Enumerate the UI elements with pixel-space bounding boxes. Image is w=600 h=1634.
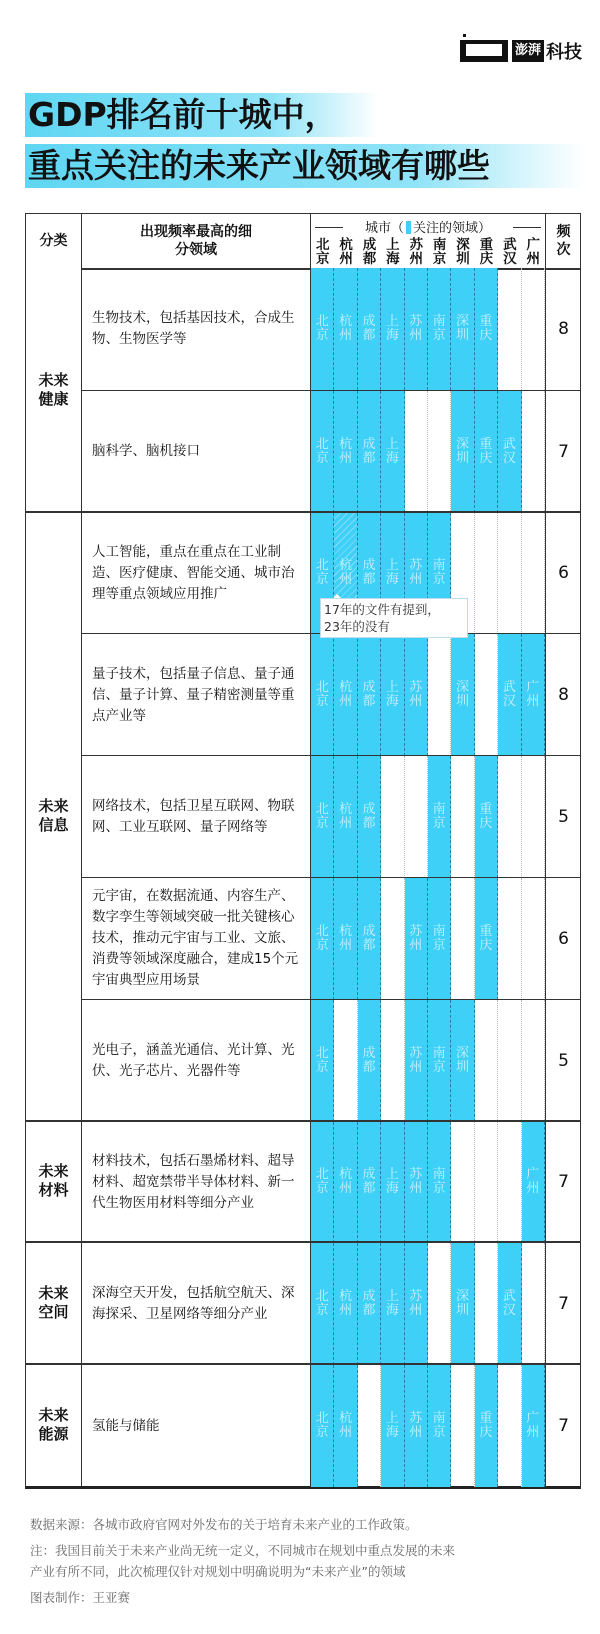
city-cell-4 (405, 756, 428, 878)
city-cell-8 (498, 756, 521, 878)
city-cell-5 (428, 634, 451, 756)
footer-note-2: 产业有所不同，此次梳理仅针对规划中明确说明为“未来产业”的领域 (30, 1564, 406, 1579)
city-cell-9 (522, 391, 545, 513)
row-desc: 氢能与储能 (82, 1365, 311, 1487)
row-freq: 6 (545, 513, 581, 635)
city-header-5: 南京 (432, 237, 447, 267)
row-city-cells (311, 634, 545, 756)
city-legend (311, 217, 545, 236)
city-cell-2: 成都 (358, 513, 381, 635)
city-name-list (311, 238, 545, 266)
row-city-cells (311, 756, 545, 878)
city-cell-1: 杭州 (334, 756, 357, 878)
city-cell-3: 上海 (381, 1365, 404, 1487)
city-cell-5: 南京 (428, 1365, 451, 1487)
city-cell-4: 苏州 (405, 878, 428, 1000)
city-header-1: 杭州 (339, 237, 353, 267)
city-cell-0: 北京 (311, 1365, 334, 1487)
city-cell-1 (334, 1000, 357, 1122)
city-cell-1: 杭州 (334, 268, 357, 390)
row-city-cells (311, 878, 545, 1000)
city-cell-7 (475, 1000, 498, 1122)
category-divider (26, 1120, 580, 1122)
legend-cities-label: 城市（ (364, 221, 404, 236)
category-divider (26, 1241, 580, 1243)
category-label: 未来健康 (26, 268, 82, 512)
city-cell-4: 苏州 (405, 1243, 428, 1365)
city-cell-2: 成都 (358, 268, 381, 390)
city-cell-7: 重庆 (475, 1365, 498, 1487)
header-desc (82, 214, 311, 268)
row-desc: 光电子，涵盖光通信、光计算、光伏、光子芯片、光器件等 (82, 1000, 311, 1122)
header-cities (311, 214, 545, 268)
header-category: 分类 (26, 214, 82, 268)
city-header-2: 成都 (362, 237, 377, 267)
city-cell-3 (381, 878, 404, 1000)
city-cell-9 (522, 756, 545, 878)
row-city-cells (311, 1122, 545, 1244)
city-cell-6: 深圳 (451, 1000, 474, 1122)
row-desc: 量子技术，包括量子信息、量子通信、量子计算、量子精密测量等重点产业等 (82, 634, 311, 756)
city-cell-0: 北京 (311, 878, 334, 1000)
city-cell-7: 重庆 (475, 878, 498, 1000)
city-cell-2: 成都 (358, 391, 381, 513)
city-cell-0: 北京 (311, 268, 334, 390)
city-cell-3: 上海 (381, 1243, 404, 1365)
category-divider (26, 511, 580, 513)
city-cell-9: 广州 (522, 1122, 545, 1244)
city-cell-5: 南京 (428, 1122, 451, 1244)
city-cell-7 (475, 634, 498, 756)
category-label: 未来能源 (26, 1364, 82, 1486)
city-cell-5: 南京 (428, 878, 451, 1000)
row-desc: 元宇宙，在数据流通、内容生产、数字孪生等领域突破一批关键核心技术，推动元宇宙与工业、文旅、消费等领域深度融合，建成15个元宇宙典型应用场景 (82, 878, 311, 1000)
logo-brand: 澎湃 (512, 40, 544, 62)
row-freq: 7 (545, 1122, 581, 1244)
table-row (26, 390, 580, 513)
city-cell-0: 北京 (311, 1000, 334, 1122)
city-cell-8 (498, 1122, 521, 1244)
city-header-9: 广州 (526, 237, 540, 267)
city-cell-2: 成都 (358, 878, 381, 1000)
category-label: 未来信息 (26, 512, 82, 1121)
table-row (26, 633, 580, 756)
city-cell-0: 北京 (311, 756, 334, 878)
city-cell-8 (498, 1365, 521, 1487)
city-cell-5: 南京 (428, 1000, 451, 1122)
city-cell-2 (358, 1365, 381, 1487)
city-cell-4 (405, 391, 428, 513)
row-city-cells (311, 1000, 545, 1122)
city-cell-7 (475, 1243, 498, 1365)
city-header-6: 深圳 (456, 237, 470, 267)
city-cell-8 (498, 268, 521, 390)
city-cell-1: 杭州 (334, 391, 357, 513)
hangzhou-ai-tooltip (320, 598, 468, 638)
row-desc: 材料技术，包括石墨烯材料、超导材料、超宽禁带半导体材料、新一代生物医用材料等细分产业 (82, 1122, 311, 1244)
city-cell-2: 成都 (358, 756, 381, 878)
city-cell-7 (475, 513, 498, 635)
city-header-8: 武汉 (503, 237, 517, 267)
row-freq: 7 (545, 1243, 581, 1365)
table-row (26, 1242, 580, 1365)
future-industry-table (25, 213, 581, 1489)
city-cell-0: 北京 (311, 1243, 334, 1365)
city-cell-0: 北京 (311, 513, 334, 635)
table-header (26, 214, 580, 270)
city-cell-8 (498, 513, 521, 635)
row-city-cells (311, 1243, 545, 1365)
city-header-7: 重庆 (479, 237, 494, 267)
city-cell-4: 苏州 (405, 513, 428, 635)
city-cell-6: 深圳 (451, 1243, 474, 1365)
city-cell-5 (428, 391, 451, 513)
row-city-cells (311, 391, 545, 513)
row-freq: 5 (545, 1000, 581, 1122)
city-cell-4: 苏州 (405, 1365, 428, 1487)
city-cell-9 (522, 1243, 545, 1365)
row-freq: 6 (545, 878, 581, 1000)
city-cell-6 (451, 1122, 474, 1244)
legend-focus-label: 关注的领域） (413, 221, 492, 236)
city-header-4: 苏州 (409, 237, 423, 267)
logo-sub: 科技 (546, 42, 583, 63)
city-cell-3 (381, 756, 404, 878)
city-cell-6 (451, 878, 474, 1000)
table-row (26, 1121, 580, 1244)
city-cell-1: 杭州 (334, 634, 357, 756)
table-row (26, 512, 580, 635)
logo (460, 38, 582, 64)
city-cell-1: 杭州 (334, 1365, 357, 1487)
city-cell-8: 武汉 (498, 1243, 521, 1365)
city-header-3: 上海 (386, 237, 400, 267)
city-cell-4: 苏州 (405, 634, 428, 756)
table-row (26, 268, 580, 390)
table-row (26, 755, 580, 878)
city-cell-7: 重庆 (475, 268, 498, 390)
city-cell-9 (522, 513, 545, 635)
city-cell-1: 杭州 (334, 1122, 357, 1244)
row-city-cells (311, 268, 545, 390)
city-cell-6: 深圳 (451, 634, 474, 756)
category-label: 未来空间 (26, 1242, 82, 1364)
city-cell-8: 武汉 (498, 634, 521, 756)
city-cell-9: 广州 (522, 1365, 545, 1487)
row-desc: 人工智能，重点在重点在工业制造、医疗健康、智能交通、城市治理等重点领域应用推广 (82, 513, 311, 635)
city-cell-5: 南京 (428, 756, 451, 878)
footer-author: 图表制作：王亚赛 (30, 1590, 131, 1605)
city-cell-4: 苏州 (405, 1000, 428, 1122)
city-cell-3 (381, 1000, 404, 1122)
city-cell-2: 成都 (358, 1243, 381, 1365)
row-desc: 网络技术，包括卫星互联网、物联网、工业互联网、量子网络等 (82, 756, 311, 878)
city-cell-9 (522, 878, 545, 1000)
city-cell-7: 重庆 (475, 391, 498, 513)
city-cell-3: 上海 (381, 391, 404, 513)
city-cell-4: 苏州 (405, 1122, 428, 1244)
city-cell-1: 杭州 (334, 1243, 357, 1365)
city-cell-6 (451, 1365, 474, 1487)
city-cell-3: 上海 (381, 634, 404, 756)
header-desc-text: 出现频率最高的细分领域 (140, 224, 252, 258)
city-header-0: 北京 (315, 237, 330, 267)
city-cell-3: 上海 (381, 1122, 404, 1244)
city-cell-5 (428, 1243, 451, 1365)
table-row (26, 1364, 580, 1487)
footer-note-1: 注：我国目前关于未来产业尚无统一定义，不同城市在规划中重点发展的未来 (30, 1543, 456, 1558)
city-cell-0: 北京 (311, 1122, 334, 1244)
city-cell-8: 武汉 (498, 391, 521, 513)
footer-source: 数据来源：各城市政府官网对外发布的关于培育未来产业的工作政策。 (30, 1517, 418, 1532)
city-cell-9: 广州 (522, 634, 545, 756)
city-cell-4: 苏州 (405, 268, 428, 390)
city-cell-2: 成都 (358, 1000, 381, 1122)
page-title-line-2: 重点关注的未来产业领域有哪些 (25, 144, 583, 188)
city-cell-8 (498, 1000, 521, 1122)
city-cell-9 (522, 268, 545, 390)
city-cell-1: 杭州 (334, 513, 357, 635)
city-cell-6: 深圳 (451, 391, 474, 513)
page-title-line-1: GDP排名前十城中， (25, 93, 378, 137)
city-cell-0: 北京 (311, 634, 334, 756)
city-cell-7: 重庆 (475, 756, 498, 878)
header-freq (545, 214, 581, 268)
city-cell-6: 深圳 (451, 268, 474, 390)
logo-mark-icon (460, 40, 508, 62)
category-divider (26, 1363, 580, 1365)
city-cell-5: 南京 (428, 513, 451, 635)
row-freq: 8 (545, 268, 581, 390)
category-label: 未来材料 (26, 1121, 82, 1243)
city-cell-3: 上海 (381, 268, 404, 390)
city-cell-8 (498, 878, 521, 1000)
row-freq: 7 (545, 391, 581, 513)
row-desc: 脑科学、脑机接口 (82, 391, 311, 513)
city-cell-1: 杭州 (334, 878, 357, 1000)
city-cell-2: 成都 (358, 634, 381, 756)
tooltip-line-2: 23年的没有 (324, 619, 390, 634)
city-cell-0: 北京 (311, 391, 334, 513)
city-cell-7 (475, 1122, 498, 1244)
row-city-cells (311, 1365, 545, 1487)
table-row (26, 877, 580, 1000)
row-freq: 5 (545, 756, 581, 878)
city-cell-6 (451, 756, 474, 878)
row-desc: 生物技术，包括基因技术，合成生物、生物医学等 (82, 268, 311, 390)
legend-swatch-icon (406, 221, 411, 234)
row-desc: 深海空天开发，包括航空航天、深海探采、卫星网络等细分产业 (82, 1243, 311, 1365)
city-cell-9 (522, 1000, 545, 1122)
tooltip-line-1: 17年的文件有提到， (324, 602, 440, 617)
city-cell-5: 南京 (428, 268, 451, 390)
header-freq-text: 频次 (556, 224, 571, 258)
row-freq: 7 (545, 1365, 581, 1487)
city-cell-2: 成都 (358, 1122, 381, 1244)
row-freq: 8 (545, 634, 581, 756)
city-cell-3: 上海 (381, 513, 404, 635)
table-row (26, 999, 580, 1122)
